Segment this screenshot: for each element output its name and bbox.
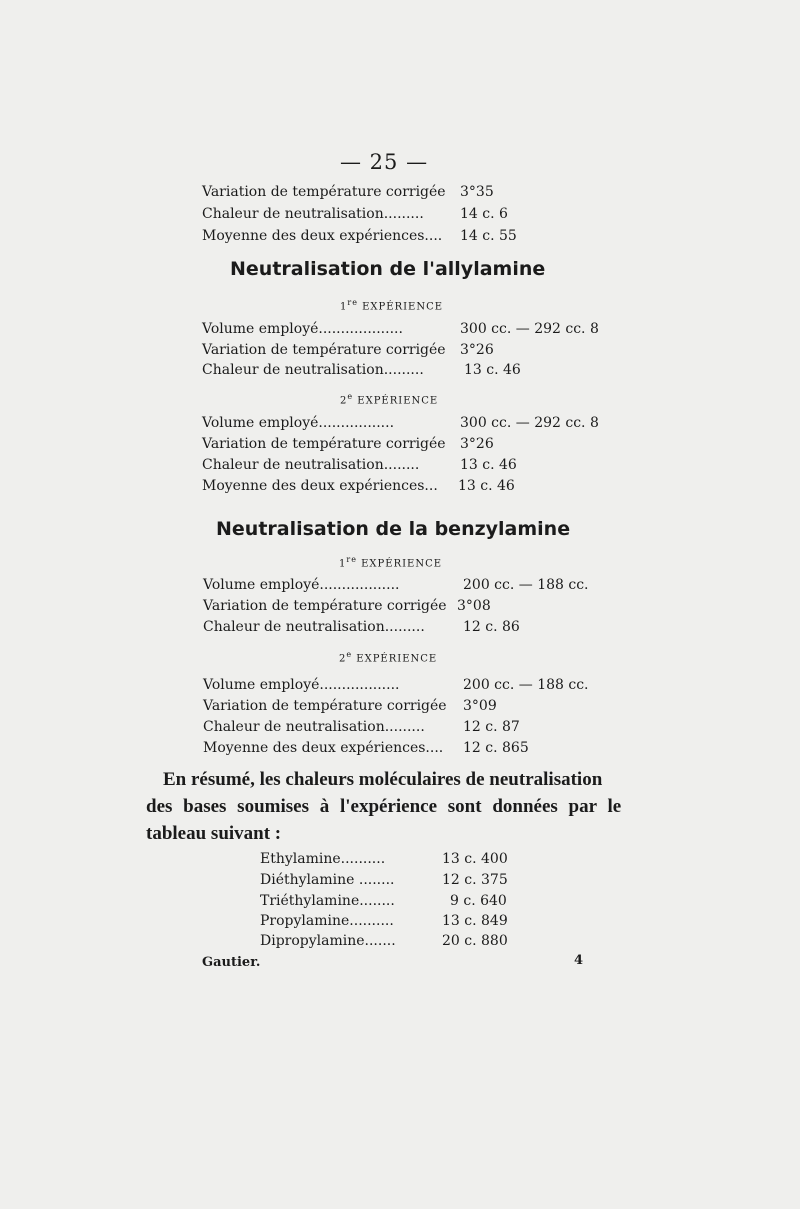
row-value: 3°08 bbox=[457, 598, 491, 614]
row-label: Moyenne des deux expériences.... bbox=[202, 228, 443, 244]
section-title-allylamine: Neutralisation de l'allylamine bbox=[230, 258, 546, 280]
row-value: 14 c. 55 bbox=[460, 228, 517, 244]
row-label: Moyenne des deux expériences... bbox=[202, 478, 438, 494]
heading-number: 2 bbox=[339, 653, 347, 665]
row-label: Volume employé................... bbox=[202, 321, 403, 337]
row-label: Triéthylamine........ bbox=[260, 893, 395, 909]
experience-heading bbox=[340, 298, 443, 312]
footer-author: Gautier. bbox=[202, 955, 261, 970]
row-label: Variation de température corrigée bbox=[203, 698, 447, 714]
row-value: 13 c. 46 bbox=[458, 478, 515, 494]
row-label: Diéthylamine ........ bbox=[260, 872, 395, 888]
row-value: 13 c. 46 bbox=[460, 457, 517, 473]
row-value: 300 cc. — 292 cc. 8 bbox=[460, 321, 599, 337]
experience-heading bbox=[339, 555, 442, 569]
row-label: Propylamine.......... bbox=[260, 913, 394, 929]
page-number: — 25 — bbox=[340, 150, 429, 174]
row-label: Volume employé.................. bbox=[203, 677, 400, 693]
experience-heading bbox=[340, 392, 438, 406]
heading-text: EXPÉRIENCE bbox=[356, 558, 443, 570]
heading-number: 1 bbox=[340, 301, 348, 313]
row-label: Volume employé.................. bbox=[203, 577, 400, 593]
row-label: Variation de température corrigée bbox=[203, 598, 447, 614]
summary-line: tableau suivant : bbox=[146, 823, 282, 844]
row-value: 12 c. 87 bbox=[463, 719, 520, 735]
row-label: Variation de température corrigée bbox=[202, 436, 446, 452]
row-label: Ethylamine.......... bbox=[260, 851, 386, 867]
row-label: Volume employé................. bbox=[202, 415, 395, 431]
section-title-benzylamine: Neutralisation de la benzylamine bbox=[216, 518, 571, 540]
row-label: Chaleur de neutralisation......... bbox=[202, 206, 424, 222]
row-value: 12 c. 86 bbox=[463, 619, 520, 635]
row-label: Chaleur de neutralisation........ bbox=[202, 457, 420, 473]
row-value: 13 c. 46 bbox=[464, 362, 521, 378]
row-label: Moyenne des deux expériences.... bbox=[203, 740, 444, 756]
row-value: 3°26 bbox=[460, 342, 494, 358]
row-value: 13 c. 400 bbox=[442, 851, 508, 867]
row-label: Chaleur de neutralisation......... bbox=[203, 719, 425, 735]
row-value: 9 c. 640 bbox=[450, 893, 507, 909]
row-value: 20 c. 880 bbox=[442, 933, 508, 949]
row-label: Variation de température corrigée bbox=[202, 184, 446, 200]
row-value: 3°26 bbox=[460, 436, 494, 452]
heading-superscript: e bbox=[347, 392, 354, 401]
experience-heading bbox=[339, 650, 437, 664]
row-label: Variation de température corrigée bbox=[202, 342, 446, 358]
heading-text: EXPÉRIENCE bbox=[353, 395, 439, 407]
row-value: 12 c. 865 bbox=[463, 740, 529, 756]
summary-line: En résumé, les chaleurs moléculaires de neutralisation bbox=[163, 769, 603, 790]
heading-superscript: re bbox=[347, 298, 358, 307]
row-value: 13 c. 849 bbox=[442, 913, 508, 929]
row-value: 3°35 bbox=[460, 184, 494, 200]
summary-line: des bases soumises à l'expérience sont données par le bbox=[146, 796, 622, 817]
row-value: 200 cc. — 188 cc. bbox=[463, 677, 589, 693]
row-value: 12 c. 375 bbox=[442, 872, 508, 888]
row-value: 200 cc. — 188 cc. bbox=[463, 577, 589, 593]
heading-text: EXPÉRIENCE bbox=[352, 653, 438, 665]
row-label: Chaleur de neutralisation......... bbox=[202, 362, 424, 378]
row-value: 3°09 bbox=[463, 698, 497, 714]
heading-number: 2 bbox=[340, 395, 348, 407]
heading-superscript: re bbox=[346, 555, 357, 564]
row-label: Dipropylamine....... bbox=[260, 933, 396, 949]
heading-number: 1 bbox=[339, 558, 347, 570]
row-label: Chaleur de neutralisation......... bbox=[203, 619, 425, 635]
heading-superscript: e bbox=[346, 650, 353, 659]
row-value: 300 cc. — 292 cc. 8 bbox=[460, 415, 599, 431]
row-value: 14 c. 6 bbox=[460, 206, 508, 222]
footer-signature: 4 bbox=[574, 953, 584, 968]
heading-text: EXPÉRIENCE bbox=[357, 301, 444, 313]
